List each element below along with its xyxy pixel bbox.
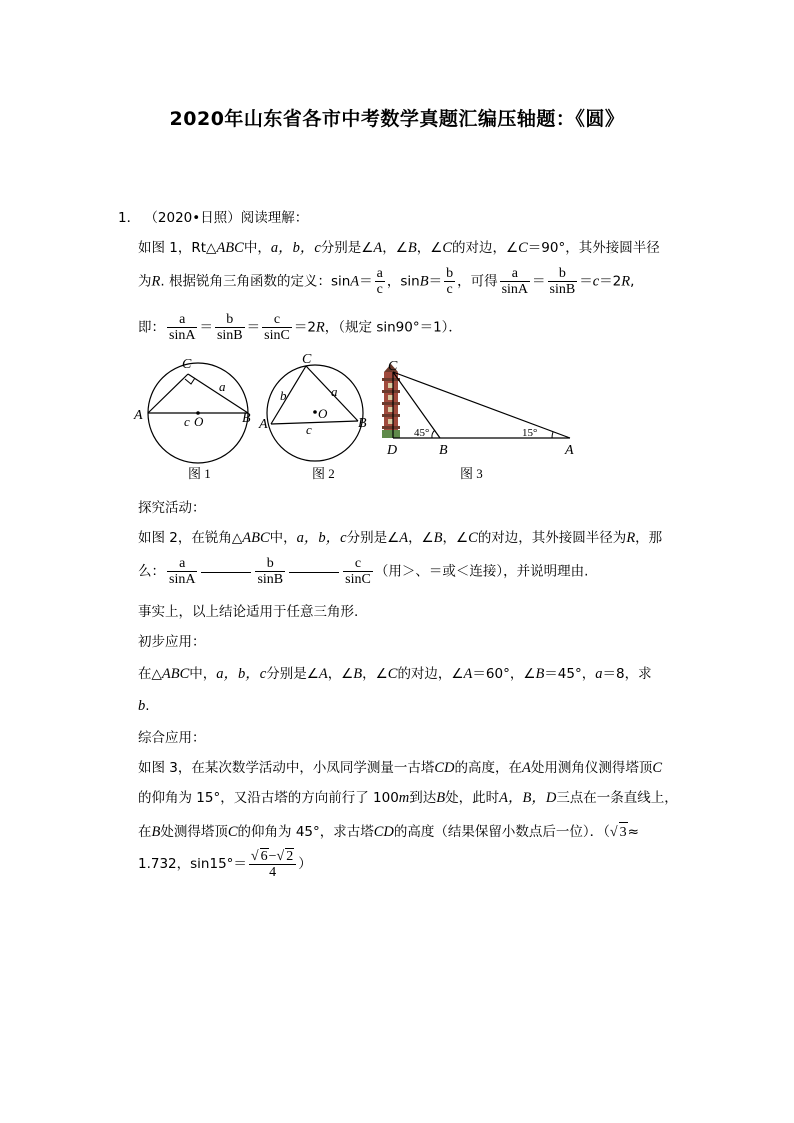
text: 么：: [138, 563, 165, 580]
text: 到达: [409, 790, 437, 806]
comprehensive-line-3: [138, 822, 639, 843]
text: C: [518, 240, 528, 256]
denominator: sinA: [501, 282, 529, 297]
apply-heading: 初步应用：: [138, 634, 206, 650]
text: ）: [298, 856, 312, 872]
denominator: c: [446, 282, 453, 297]
denominator: c: [376, 282, 383, 297]
text: m: [398, 790, 410, 806]
text: C: [442, 240, 452, 256]
sqrt-symbol: √: [276, 849, 285, 864]
fig2-label-B: B: [358, 416, 367, 431]
fig3-angle-15: 15°: [522, 427, 538, 439]
answer-blank[interactable]: [201, 571, 251, 573]
pagoda-tower-image: [382, 364, 400, 438]
text: A: [463, 666, 473, 682]
numerator: b: [215, 312, 245, 328]
fig2-label-b: b: [280, 388, 287, 403]
fig1-label-A: A: [134, 408, 143, 423]
text: B: [353, 666, 363, 682]
text: 如图 1，Rt△: [138, 240, 217, 256]
text: CD: [373, 824, 394, 840]
question-1-header: [118, 208, 308, 228]
fig2-center-dot: [313, 410, 317, 414]
fraction-a-over-sinA: [167, 556, 197, 587]
text: 中，: [269, 530, 297, 546]
tower-eave: [382, 414, 400, 417]
figures: [130, 350, 600, 485]
text: ，∠: [408, 530, 434, 546]
numerator: [249, 848, 296, 865]
text: ＝2: [599, 273, 622, 290]
text: 中，: [189, 666, 217, 682]
text: CD: [434, 760, 455, 776]
text: ，sin: [386, 273, 420, 290]
text: B: [535, 666, 545, 682]
numerator: b: [548, 266, 578, 282]
text: ＝60°，∠: [472, 666, 536, 682]
intro-line-2: [138, 266, 634, 297]
text: ＝: [579, 273, 593, 290]
text: ＝45°，: [544, 666, 596, 682]
intro-line-1: [138, 238, 660, 258]
text: ABC: [161, 666, 190, 682]
tower-eave: [382, 402, 400, 405]
fig1-label-a: a: [219, 379, 226, 394]
text: 1.732，sin15°＝: [138, 856, 247, 872]
fig2-label-a: a: [331, 384, 338, 399]
fraction-b-over-c: [444, 266, 455, 297]
fact-line: 事实上，以上结论适用于任意三角形.: [138, 604, 359, 620]
text: ，∠: [362, 666, 388, 682]
text: 分别是∠: [266, 666, 319, 682]
fraction-c-over-sinC: [262, 312, 292, 343]
text: A: [522, 760, 531, 776]
text: 处测得塔顶: [160, 824, 228, 840]
apply-line-2: [138, 696, 150, 716]
text: 分别是∠: [346, 530, 400, 546]
text: ＝: [359, 273, 373, 290]
fig1-label-B: B: [242, 411, 251, 426]
text: C: [387, 666, 398, 682]
text: R: [621, 273, 631, 290]
text: . 根据锐角三角函数的定义：sin: [160, 273, 351, 290]
text: 分别是∠: [320, 240, 374, 256]
text: ，∠: [442, 530, 469, 546]
text: ，可得: [457, 273, 498, 290]
text: 为: [138, 273, 152, 290]
fig1-side-a: [188, 374, 248, 413]
numerator: a: [167, 556, 197, 572]
text: （用＞、＝或＜连接），并说明理由.: [374, 563, 589, 580]
fraction-a-over-c: [375, 266, 385, 297]
fraction-b-over-sinB: [255, 556, 285, 587]
explore-line-2: [138, 556, 588, 587]
text: C: [227, 824, 238, 840]
explore-line-1: [138, 528, 662, 548]
text: A: [373, 240, 383, 256]
text: A，B，D: [499, 790, 557, 806]
numerator: c: [343, 556, 373, 572]
figure-3: [382, 359, 574, 481]
text: c: [592, 273, 600, 290]
fig3-angle-45: 45°: [414, 427, 430, 439]
text: B: [151, 824, 161, 840]
fraction-a-over-sinA: [167, 312, 197, 343]
text: ，∠: [327, 666, 354, 682]
text: ＝: [428, 273, 443, 290]
text: B: [419, 273, 429, 290]
fig1-label-O: O: [194, 414, 204, 429]
fig3-caption: 图 3: [460, 466, 483, 481]
tower-eave: [382, 390, 400, 393]
text: 的对边，∠: [397, 666, 464, 682]
fig1-label-C: C: [182, 357, 192, 372]
comprehensive-heading: 综合应用：: [138, 730, 206, 746]
text: ，那: [635, 530, 663, 546]
tower-window: [388, 419, 393, 424]
figure-1: [133, 357, 251, 481]
fig3-label-D: D: [387, 443, 398, 458]
fig1-side-b: [148, 374, 188, 413]
text: ,: [630, 273, 635, 290]
tower-window: [388, 395, 393, 400]
text: B: [436, 790, 446, 806]
text: 在△: [138, 666, 162, 682]
text: 即：: [138, 319, 165, 336]
text: R: [151, 273, 161, 290]
text: R: [626, 530, 636, 546]
fraction-b-over-sinB: [215, 312, 245, 343]
text: B: [407, 240, 417, 256]
text: C: [652, 760, 663, 776]
text: 的高度（结果保留小数点后一位）．（: [393, 824, 610, 840]
figure-2: [258, 352, 367, 481]
fraction-a-over-sinA: [500, 266, 530, 297]
tower-window: [388, 383, 393, 388]
text: b: [138, 698, 146, 714]
tower-trees: [382, 430, 400, 438]
numerator: a: [500, 266, 530, 282]
text: a，b，c: [296, 530, 347, 546]
text: ，∠: [382, 240, 408, 256]
text: ABC: [242, 530, 270, 546]
text: 的高度，在: [454, 760, 523, 776]
text: B: [433, 530, 443, 546]
fraction-c-over-sinC: [343, 556, 373, 587]
fig1-right-angle-mark: [185, 378, 195, 384]
denominator: 4: [269, 865, 277, 880]
text: 如图 2，在锐角△: [138, 530, 243, 546]
text: ＝: [246, 319, 261, 336]
text: 处，此时: [445, 790, 500, 806]
comprehensive-line-4: [138, 848, 312, 880]
text: ，∠: [416, 240, 443, 256]
text: a，b，c: [216, 666, 267, 682]
fig2-label-O: O: [318, 406, 328, 421]
text: ＝: [199, 319, 213, 336]
comprehensive-line-2: [138, 788, 678, 808]
text: A: [350, 273, 360, 290]
text: ＝: [532, 273, 546, 290]
fig2-label-c: c: [306, 422, 312, 437]
explore-heading: 探究活动：: [138, 500, 206, 516]
intro-line-3: [138, 312, 462, 343]
minus: −: [268, 849, 277, 864]
fig2-side-c: [271, 421, 358, 424]
fraction-sin15: [249, 848, 296, 880]
question-number: 1．: [118, 210, 141, 226]
sqrt-radicand: 2: [286, 849, 294, 864]
text: ，（规定 sin90°＝1）．: [324, 319, 462, 336]
text: C: [468, 530, 478, 546]
text: R: [315, 319, 325, 336]
text: 的仰角为 15°，又沿古塔的方向前行了 100: [138, 790, 399, 806]
fig2-caption: 图 2: [312, 466, 335, 481]
denominator: sinB: [257, 572, 284, 587]
fig1-caption: 图 1: [188, 466, 211, 481]
answer-blank[interactable]: [289, 571, 339, 573]
text: 处用测角仪测得塔顶: [530, 760, 653, 776]
text: 中，: [243, 240, 271, 256]
numerator: b: [446, 266, 454, 281]
fig3-label-B: B: [439, 443, 448, 458]
denominator: sinA: [169, 328, 196, 343]
text: 的对边，∠: [451, 240, 519, 256]
text: a: [595, 666, 603, 682]
tower-window: [388, 407, 393, 412]
text: A: [399, 530, 409, 546]
numerator: b: [255, 556, 285, 572]
numerator: a: [167, 312, 197, 328]
text: ABC: [216, 240, 244, 256]
page-title: 2020年山东省各市中考数学真题汇编压轴题：《圆》: [169, 108, 625, 130]
text: 的仰角为 45°，求古塔: [237, 824, 374, 840]
fig1-label-c: c: [184, 414, 190, 429]
denominator: sinA: [169, 572, 196, 587]
denominator: sinB: [549, 282, 576, 297]
text: 的对边，其外接圆半径为: [477, 530, 627, 546]
text: 三点在一条直线上，: [556, 790, 678, 806]
fig2-label-C: C: [302, 352, 312, 367]
text: .: [145, 698, 150, 714]
text: ≈: [627, 824, 639, 840]
sqrt-symbol: √: [250, 849, 259, 864]
sqrt-radicand: 6: [260, 849, 268, 864]
sqrt-radicand: 3: [619, 822, 628, 843]
fig2-side-b: [271, 366, 306, 424]
fig3-label-A: A: [565, 443, 574, 458]
denominator: sinC: [345, 572, 371, 587]
comprehensive-line-1: [138, 758, 662, 778]
denominator: sinB: [216, 328, 243, 343]
fig3-angle-arc-A: [552, 432, 553, 438]
tower-eave: [382, 426, 400, 429]
denominator: sinC: [264, 328, 290, 343]
text: a，b，c: [270, 240, 321, 256]
text: 在: [138, 824, 152, 840]
text: ＝8，求: [602, 666, 652, 682]
sqrt-symbol: √: [609, 825, 618, 840]
text: ＝2: [293, 319, 316, 336]
text: 如图 3，在某次数学活动中，小凤同学测量一古塔: [138, 760, 435, 776]
text: A: [318, 666, 328, 682]
text: ＝90°，其外接圆半径: [527, 240, 660, 256]
question-source: （2020•日照）阅读理解：: [144, 210, 309, 226]
fig3-label-C: C: [388, 359, 398, 374]
numerator: a: [376, 266, 383, 281]
fraction-b-over-sinB: [548, 266, 578, 297]
fig2-label-A: A: [259, 417, 268, 432]
apply-line-1: [138, 664, 652, 684]
numerator: c: [262, 312, 292, 328]
